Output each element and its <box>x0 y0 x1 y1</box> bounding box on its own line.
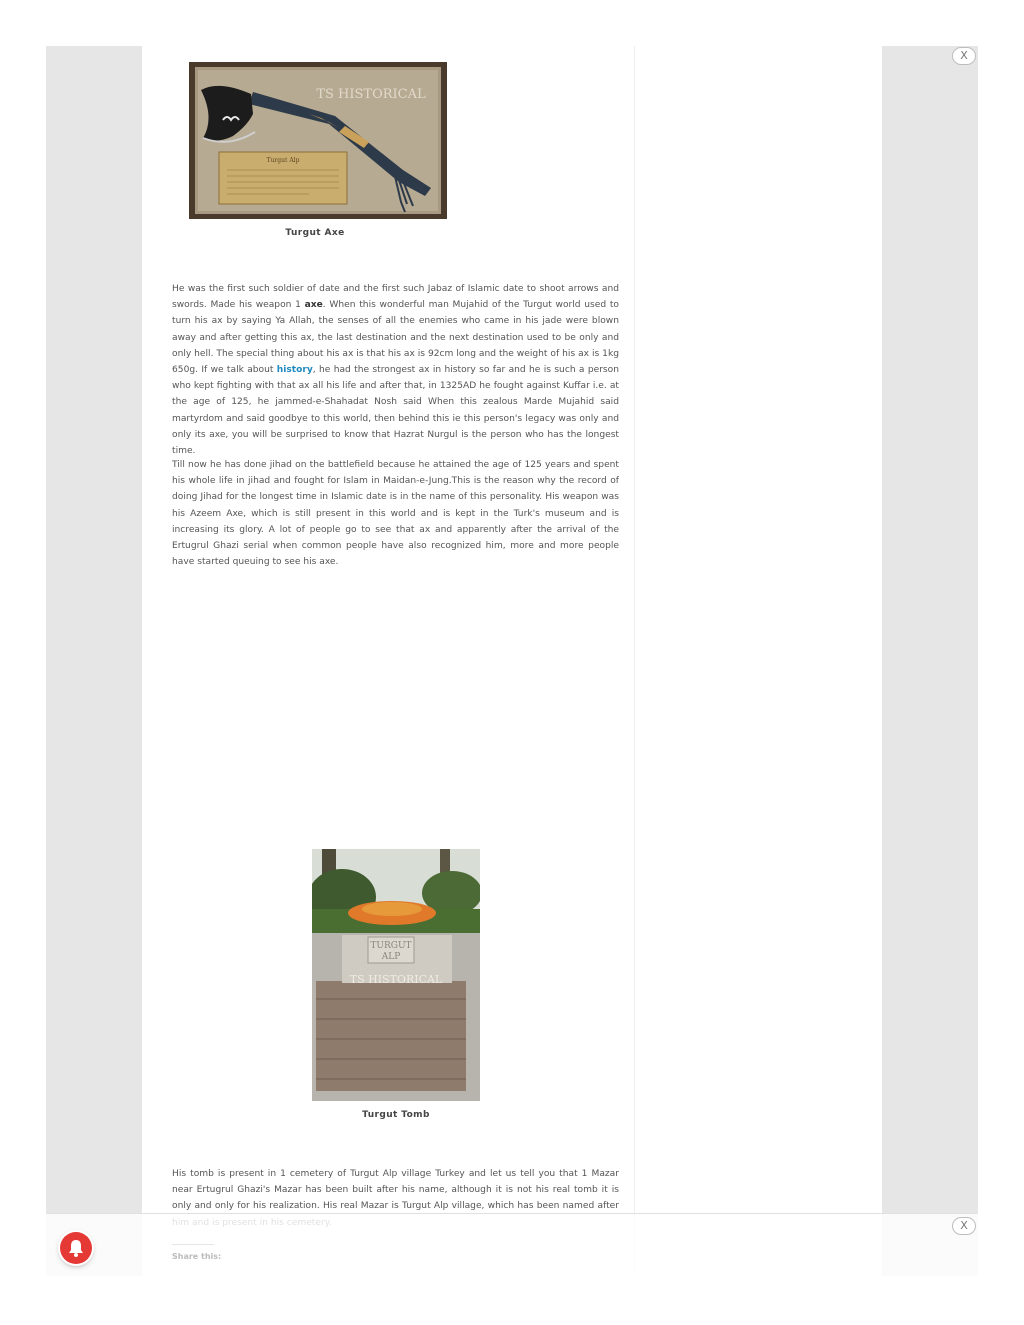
turgut-axe-image <box>189 62 447 219</box>
sidebar-divider <box>634 46 635 1276</box>
stone-line-1: TURGUT <box>370 941 412 951</box>
text-span: He was the first such soldier of date and the first such Jabaz of Islamic date to shoot arrows and swords. Made his weapon 1 <box>172 284 619 311</box>
history-link[interactable]: history <box>276 365 313 376</box>
article-paragraph-3: His tomb is present in 1 cemetery of Turgut Alp village Turkey and let us tell you that 1 Mazar near Ertugrul Ghazi's Mazar has been built after his name, although it is not his real tomb it is only and only for his realization. His real Mazar is Turgut Alp village, which has been named after <box>172 1169 619 1212</box>
close-ad-button-bottom[interactable]: X <box>952 1217 976 1235</box>
text-span: , he had the strongest ax in history so far and he is such a person who kept fighting with that ax all his life and after that, in 1325AD he fought against Kuffar i.e. at the age of 125, he jammed-e-Shahadat Nosh said When this zealous Marde Mujahid said martyrdom and said goodbye to this world, then behind this ie this person's legacy was only and only its axe, you will be surprised to know that Hazrat Nurgul is the person who has the longest time. <box>172 365 619 457</box>
figure-caption-axe: Turgut Axe <box>285 228 345 238</box>
plaque-title: Turgut Alp <box>266 157 300 164</box>
watermark-text: TS HISTORICAL <box>316 87 426 102</box>
turgut-tomb-image <box>312 849 480 1101</box>
tomb-illustration <box>312 849 480 1101</box>
notification-bell-button[interactable] <box>60 1232 92 1264</box>
close-ad-button-top[interactable]: X <box>952 47 976 65</box>
bell-icon <box>60 1232 92 1264</box>
share-label: Share this: <box>172 1252 222 1261</box>
bold-axe: axe <box>304 300 323 311</box>
text-span: . When this wonderful man Mujahid of the Turgut world used to turn his ax by saying Ya Allah, the senses of all the enemies who came in his jade were blown away and after getting this ax, the last destination and the next destination used to be only and only hell. The special thing about his ax is that his ax is 92cm long and the weight of his ax is 1kg 650g. If we talk about <box>172 300 619 376</box>
stone-line-2: ALP <box>381 952 401 962</box>
watermark-text: TS HISTORICAL <box>349 973 443 986</box>
figure-caption-tomb: Turgut Tomb <box>362 1110 430 1120</box>
article-paragraph-2: Till now he has done jihad on the battlefield because he attained the age of 125 years and spent his whole life in jihad and fought for Islam in Maidan-e-Jung.This is the reason why the record of doing Jihad for the longest time in Islamic date is in the name of this personality. His weapon was his Azeem Axe, which is still present in this world and is kept in the Turk's museum and is increasing its glory. A lot of people go to see that ax and apparently after the arrival of the Ertugrul Ghazi serial when common people have also recognized him, more and more people have started queuing to see his axe. <box>172 460 619 568</box>
article-paragraph-1 <box>172 281 619 459</box>
sticky-ad-overlay <box>46 1213 978 1277</box>
share-divider <box>172 1244 214 1245</box>
axe-illustration <box>189 62 447 219</box>
